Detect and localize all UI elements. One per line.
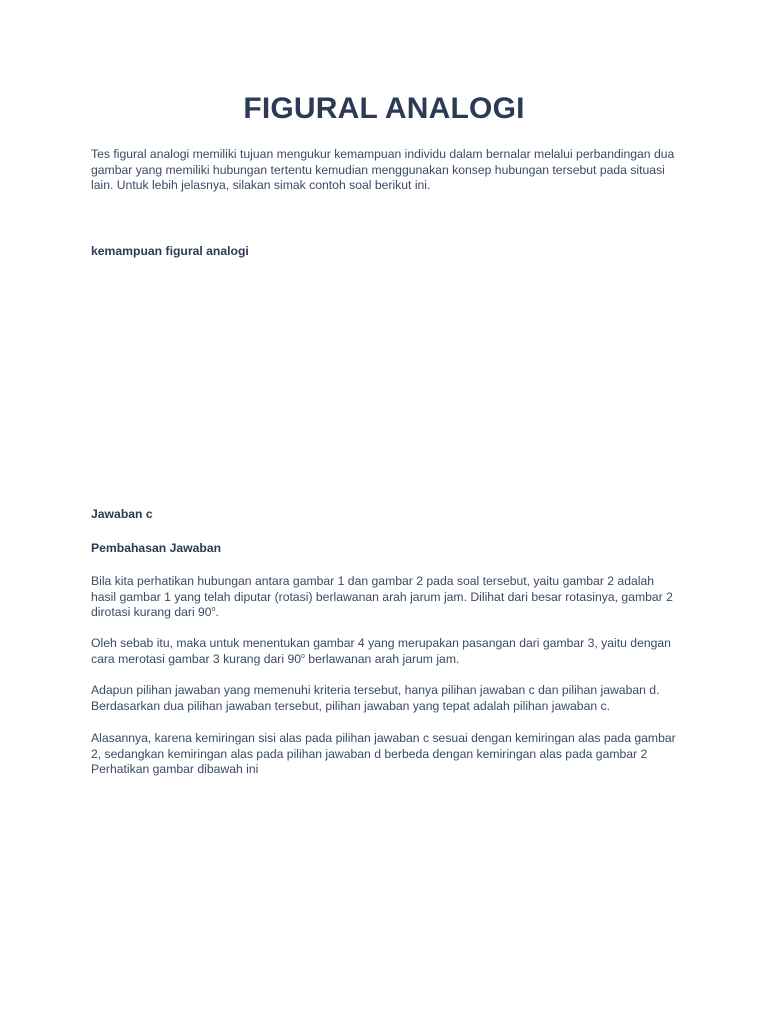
discussion-paragraph-1	[91, 574, 681, 621]
discussion-paragraph-3: Adapun pilihan jawaban yang memenuhi kriteria tersebut, hanya pilihan jawaban c dan pilihan jawaban d. Berdasarkan dua pilihan jawaban tersebut, pilihan jawaban yang tepat adalah pilihan jawaban c.	[91, 683, 660, 713]
page-title: FIGURAL ANALOGI	[243, 92, 525, 125]
section-heading: kemampuan figural analogi	[91, 244, 249, 258]
discussion-heading: Pembahasan Jawaban	[91, 541, 222, 555]
intro-paragraph: Tes figural analogi memiliki tujuan mengukur kemampuan individu dalam bernalar melalui perbandingan dua gambar yang memiliki hubungan tertentu kemudian menggunakan konsep hubungan tersebut pada situasi lain. Untuk lebih jelasnya, silakan simak contoh soal berikut ini.	[91, 147, 675, 192]
answer-heading: Jawaban c	[91, 507, 153, 521]
paragraph-2-text: Oleh sebab itu, maka untuk menentukan gambar 4 yang merupakan pasangan dari gambar 3, yaitu dengan cara merotasi gambar 3 kurang dari 90	[91, 636, 671, 666]
paragraph-2-end: berlawanan arah jarum jam.	[304, 651, 460, 666]
paragraph-1-end: .	[215, 605, 219, 619]
degree-symbol: o	[301, 652, 305, 660]
paragraph-1-text: Bila kita perhatikan hubungan antara gambar 1 dan gambar 2 pada soal tersebut, yaitu gambar 2 adalah hasil gambar 1 yang telah diputar (rotasi) berlawanan arah jarum jam. Dilihat dari besar rotasinya, gambar 2 dirotasi kurang dari 90	[91, 574, 673, 619]
degree-symbol: o	[211, 605, 216, 613]
discussion-paragraph-4: Alasannya, karena kemiringan sisi alas pada pilihan jawaban c sesuai dengan kemiringan alas pada gambar 2, sedangkan kemiringan alas pada pilihan jawaban d berbeda dengan kemiringan alas pada gambar 2 Perhatikan gambar dibawah ini	[91, 731, 676, 776]
discussion-paragraph-2	[91, 636, 681, 667]
